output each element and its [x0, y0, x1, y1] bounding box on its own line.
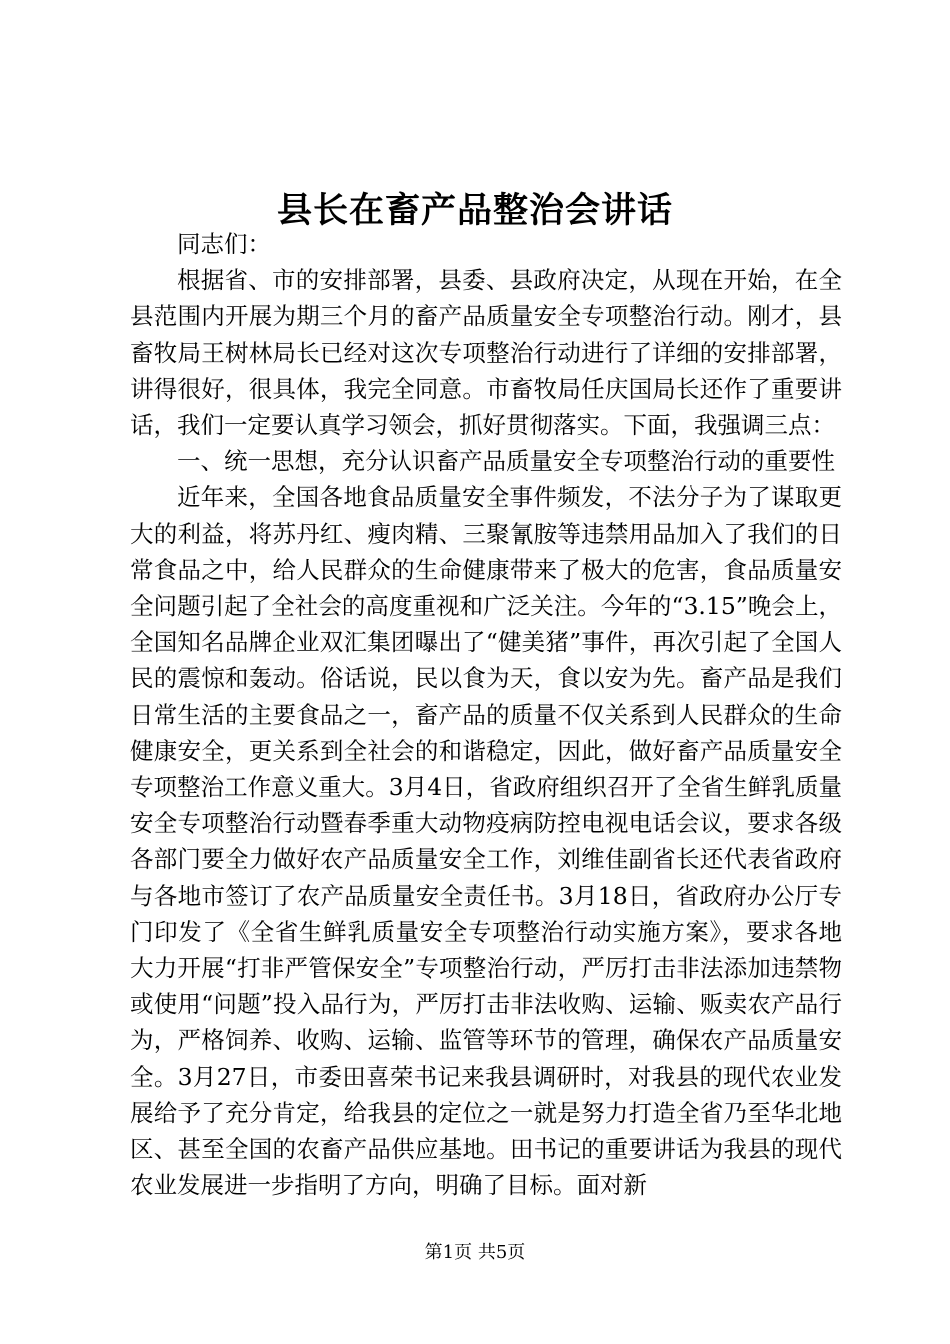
paragraph-section-1: 近年来，全国各地食品质量安全事件频发，不法分子为了谋取更大的利益，将苏丹红、瘦肉精、三聚氰胺等违禁用品加入了我们的日常食品之中，给人民群众的生命健康带来了极大的危害，食品质量安全问题引起了全社会的高度重视和广泛关注。今年的“3.15”晚会上，全国知名品牌企业双汇集团曝出了“健美猪”事件，再次引起了全国人民的震惊和轰动。俗话说，民以食为天，食以安为先。畜产品是我们日常生活的主要食品之一，畜产品的质量不仅关系到人民群众的生命健康安全，更关系到全社会的和谐稳定，因此，做好畜产品质量安全专项整治工作意义重大。3月4日，省政府组织召开了全省生鲜乳质量安全专项整治行动暨春季重大动物疫病防控电视电话会议，要求各级各部门要全力做好农产品质量安全工作，刘维佳副省长还代表省政府与各地市签订了农产品质量安全责任书。3月18日，省政府办公厅专门印发了《全省生鲜乳质量安全专项整治行动实施方案》，要求各地大力开展“打非严管保安全”专项整治行动，严厉打击非法添加违禁物或使用“问题”投入品行为，严厉打击非法收购、运输、贩卖农产品行为，严格饲养、收购、运输、监管等环节的管理，确保农产品质量安全。3月27日，市委田喜荣书记来我县调研时，对我县的现代农业发展给予了充分肯定，给我县的定位之一就是努力打造全省乃至华北地区、甚至全国的农畜产品供应基地。田书记的重要讲话为我县的现代农业发展进一步指明了方向，明确了目标。面对新: [130, 483, 842, 1200]
paragraph-intro: 根据省、市的安排部署，县委、县政府决定，从现在开始，在全县范围内开展为期三个月的畜产品质量安全专项整治行动。刚才，县畜牧局王树林局长已经对这次专项整治行动进行了详细的安排部署，讲得很好，很具体，我完全同意。市畜牧局任庆国局长还作了重要讲话，我们一定要认真学习领会，抓好贯彻落实。下面，我强调三点：: [130, 266, 842, 440]
document-title: 县长在畜产品整治会讲话: [276, 190, 673, 231]
page-number: 第1页 共5页: [424, 1242, 526, 1263]
document-body: [130, 226, 842, 1203]
section-heading-1: 一、统一思想，充分认识畜产品质量安全专项整治行动的重要性: [177, 447, 835, 476]
salutation: 同志们：: [177, 230, 271, 258]
